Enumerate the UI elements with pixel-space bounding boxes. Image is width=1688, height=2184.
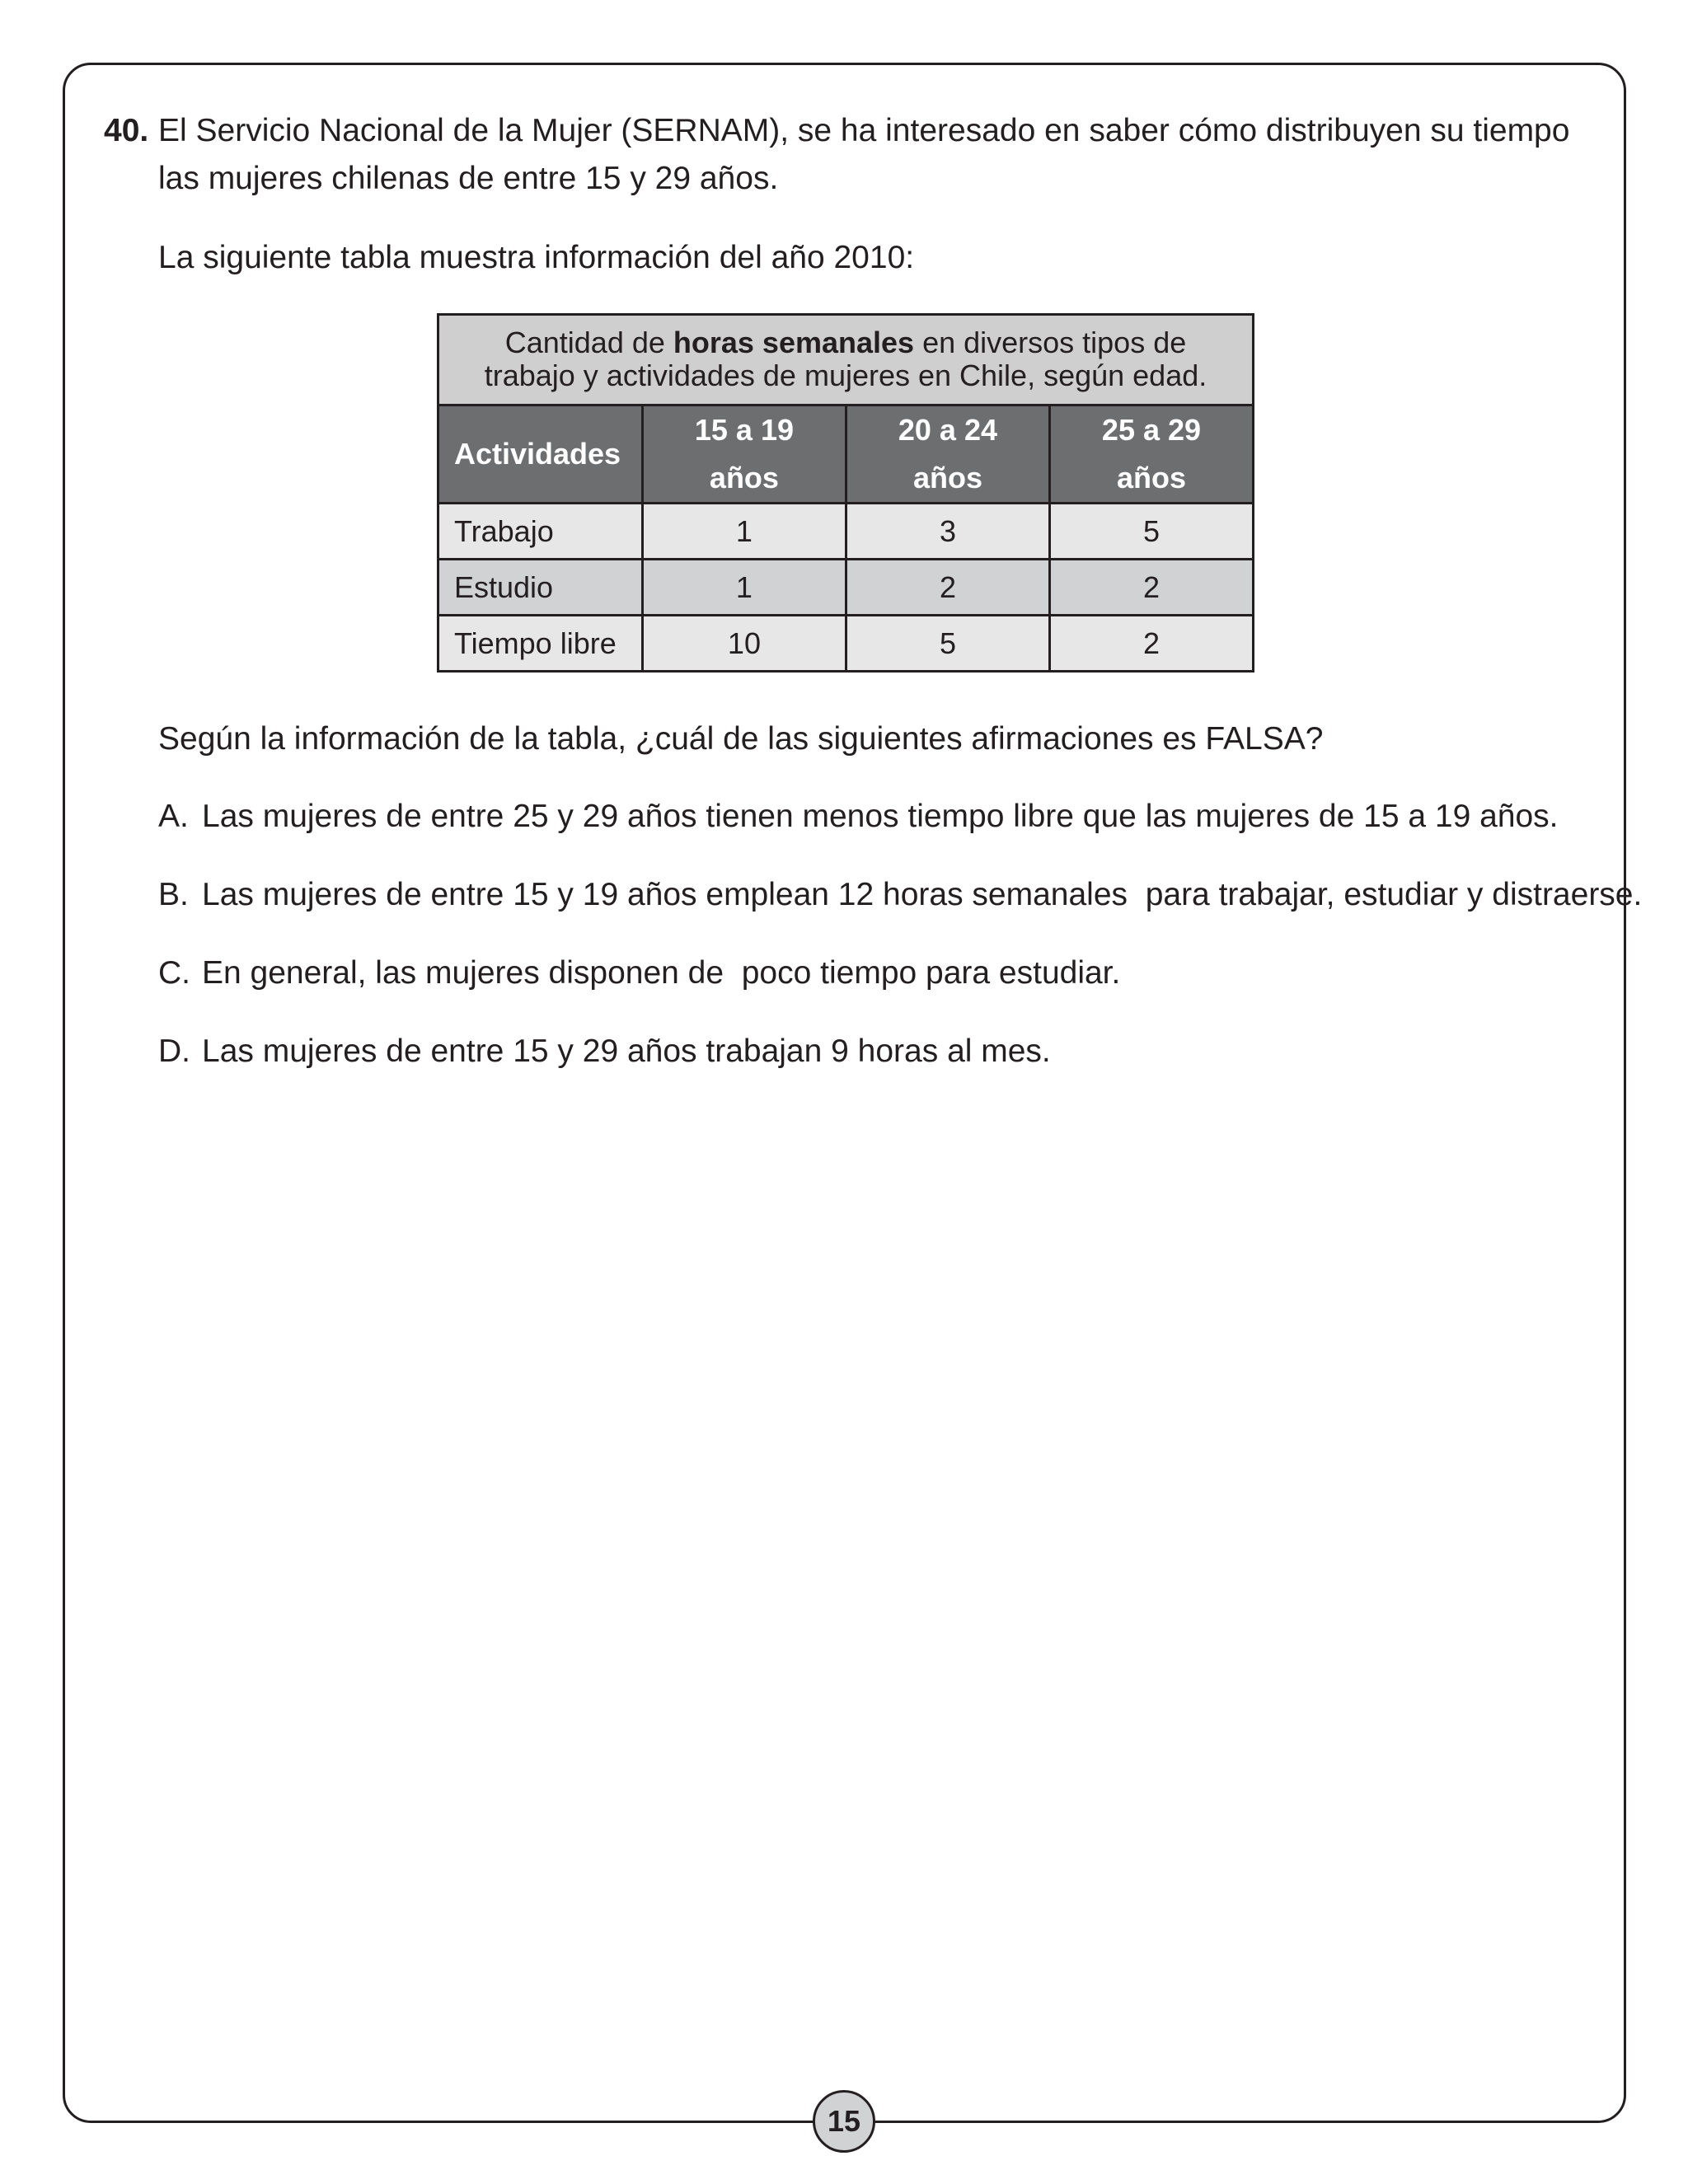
table-cell-label: Trabajo bbox=[438, 504, 643, 560]
table-caption-pre: Cantidad de bbox=[504, 325, 673, 359]
option-text: Las mujeres de entre 25 y 29 años tienen menos tiempo libre que las mujeres de 15 a 19 años. bbox=[202, 799, 1559, 834]
option-letter: C. bbox=[158, 955, 190, 991]
table-cell: 2 bbox=[1049, 616, 1253, 672]
table-cell-label: Tiempo libre bbox=[438, 616, 643, 672]
table-cell: 2 bbox=[1049, 560, 1253, 616]
table-cell: 1 bbox=[642, 560, 846, 616]
table-header-20-24: 20 a 24 años bbox=[846, 405, 1049, 504]
table-cell: 3 bbox=[846, 504, 1049, 560]
option-letter: B. bbox=[158, 877, 189, 912]
table-header-activities: Actividades bbox=[438, 405, 643, 504]
table-caption-row bbox=[438, 315, 1254, 405]
table-row bbox=[438, 560, 1254, 616]
hours-table bbox=[437, 313, 1254, 673]
table-row bbox=[438, 504, 1254, 560]
answer-options bbox=[158, 793, 1643, 1076]
answer-option-d[interactable] bbox=[158, 1028, 1596, 1076]
question-lead: La siguiente tabla muestra información del año 2010: bbox=[158, 240, 915, 275]
table-caption-bold: horas semanales bbox=[673, 325, 915, 359]
question-number: 40. bbox=[104, 113, 149, 148]
question-40 bbox=[104, 107, 1643, 1106]
table-cell: 10 bbox=[642, 616, 846, 672]
option-letter: D. bbox=[158, 1033, 190, 1069]
table-header-15-19: 15 a 19 años bbox=[642, 405, 846, 504]
table-caption-post: en diversos tipos de trabajo y actividades de mujeres en Chile, según edad. bbox=[484, 325, 1207, 392]
table-header-25-29: 25 a 29 años bbox=[1049, 405, 1253, 504]
option-text: Las mujeres de entre 15 y 19 años emplean 12 horas semanales para trabajar, estudiar y distraerse. bbox=[202, 877, 1643, 912]
question-body bbox=[158, 107, 1643, 1076]
table-cell: 5 bbox=[846, 616, 1049, 672]
table-cell: 5 bbox=[1049, 504, 1253, 560]
table-header-row bbox=[438, 405, 1254, 504]
table-row bbox=[438, 616, 1254, 672]
answer-option-b[interactable] bbox=[158, 871, 1643, 919]
question-intro: El Servicio Nacional de la Mujer (SERNAM), se ha interesado en saber cómo distribuyen su tiempo las mujeres chilenas de entre 15 y 29 años. bbox=[158, 113, 1570, 196]
table-cell: 1 bbox=[642, 504, 846, 560]
answer-option-c[interactable] bbox=[158, 949, 1596, 997]
option-text: En general, las mujeres disponen de poco tiempo para estudiar. bbox=[202, 955, 1121, 991]
table-caption bbox=[438, 315, 1254, 405]
option-text: Las mujeres de entre 15 y 29 años trabajan 9 horas al mes. bbox=[202, 1033, 1051, 1069]
question-prompt: Según la información de la tabla, ¿cuál de las siguientes afirmaciones es FALSA? bbox=[158, 721, 1324, 757]
table-cell-label: Estudio bbox=[438, 560, 643, 616]
option-letter: A. bbox=[158, 799, 189, 834]
table-cell: 2 bbox=[846, 560, 1049, 616]
answer-option-a[interactable] bbox=[158, 793, 1596, 841]
page-number: 15 bbox=[813, 2090, 875, 2153]
